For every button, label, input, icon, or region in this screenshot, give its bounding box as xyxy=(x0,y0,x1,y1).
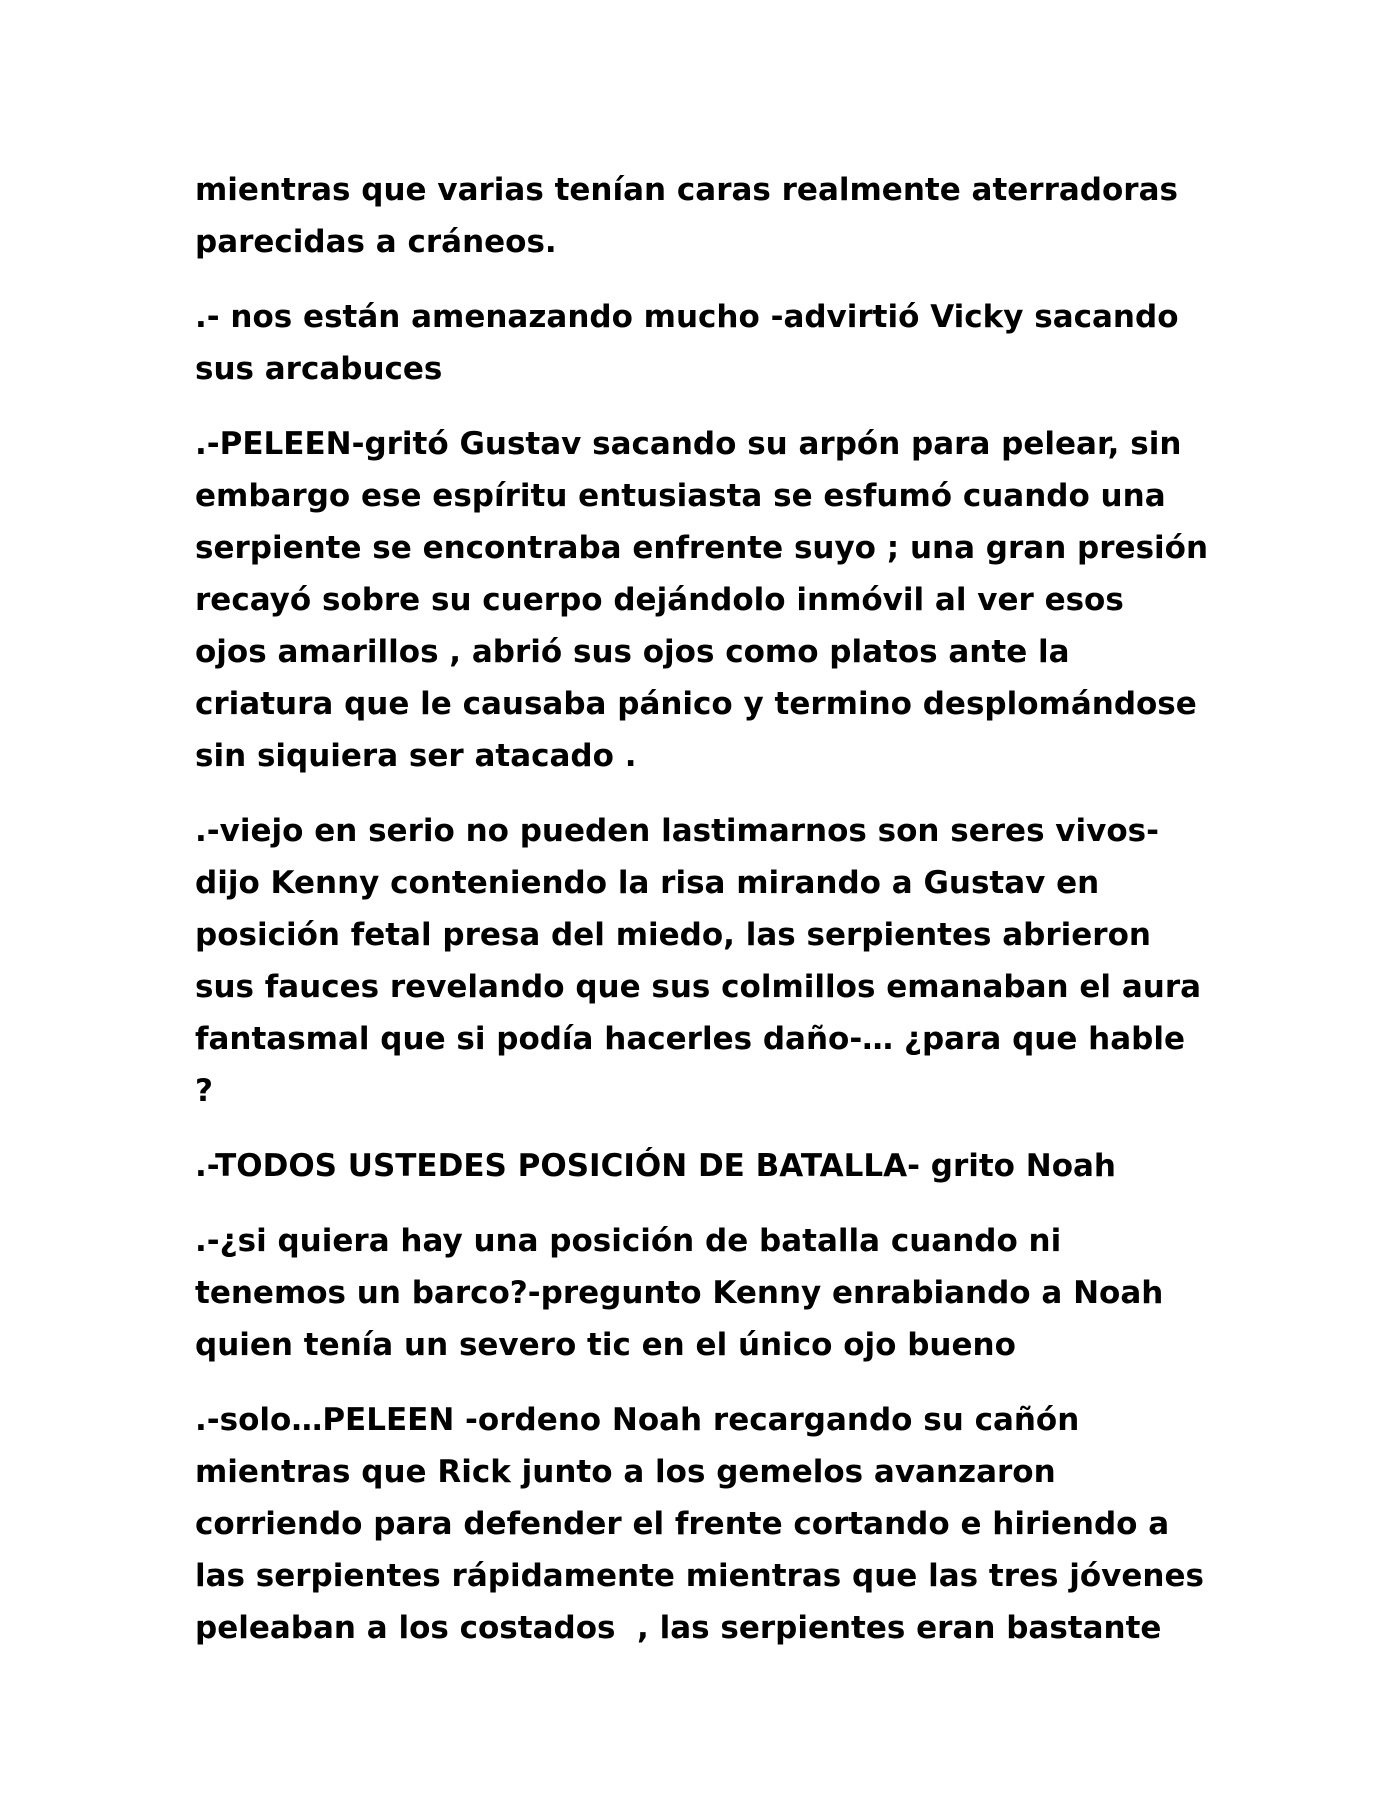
body-text xyxy=(195,164,1255,1677)
text-line: sin siquiera ser atacado . xyxy=(195,738,637,774)
text-line: sus arcabuces xyxy=(195,351,443,387)
text-line: serpiente se encontraba enfrente suyo ; una gran presión xyxy=(195,530,1209,566)
paragraph xyxy=(195,1394,1255,1654)
text-line: .-solo…PELEEN -ordeno Noah recargando su cañón xyxy=(195,1402,1080,1438)
text-line: .- nos están amenazando mucho -advirtió Vicky sacando xyxy=(195,299,1179,335)
text-line: peleaban a los costados , las serpientes eran bastante xyxy=(195,1610,1162,1646)
text-line: las serpientes rápidamente mientras que las tres jóvenes xyxy=(195,1558,1204,1594)
paragraph xyxy=(195,164,1255,268)
paragraph xyxy=(195,1215,1255,1371)
text-line: sus fauces revelando que sus colmillos emanaban el aura xyxy=(195,969,1202,1005)
paragraph xyxy=(195,418,1255,782)
text-line: criatura que le causaba pánico y termino desplomándose xyxy=(195,686,1197,722)
text-line: ? xyxy=(195,1073,213,1109)
text-line: .-viejo en serio no pueden lastimarnos son seres vivos- xyxy=(195,813,1159,849)
text-line: ojos amarillos , abrió sus ojos como platos ante la xyxy=(195,634,1070,670)
text-line: posición fetal presa del miedo, las serpientes abrieron xyxy=(195,917,1151,953)
paragraph xyxy=(195,805,1255,1117)
text-line: corriendo para defender el frente cortando e hiriendo a xyxy=(195,1506,1170,1542)
text-line: dijo Kenny conteniendo la risa mirando a Gustav en xyxy=(195,865,1100,901)
text-line: .-TODOS USTEDES POSICIÓN DE BATALLA- grito Noah xyxy=(195,1148,1116,1184)
text-line: recayó sobre su cuerpo dejándolo inmóvil al ver esos xyxy=(195,582,1124,618)
paragraph xyxy=(195,1140,1255,1192)
text-line: parecidas a cráneos. xyxy=(195,224,557,260)
text-line: mientras que Rick junto a los gemelos avanzaron xyxy=(195,1454,1056,1490)
text-line: fantasmal que si podía hacerles daño-… ¿para que hable xyxy=(195,1021,1185,1057)
text-line: .-¿si quiera hay una posición de batalla cuando ni xyxy=(195,1223,1062,1259)
text-line: embargo ese espíritu entusiasta se esfumó cuando una xyxy=(195,478,1166,514)
paragraph xyxy=(195,291,1255,395)
text-line: quien tenía un severo tic en el único ojo bueno xyxy=(195,1327,1016,1363)
text-line: tenemos un barco?-pregunto Kenny enrabiando a Noah xyxy=(195,1275,1164,1311)
text-line: .-PELEEN-gritó Gustav sacando su arpón para pelear, sin xyxy=(195,426,1182,462)
text-line: mientras que varias tenían caras realmente aterradoras xyxy=(195,172,1178,208)
